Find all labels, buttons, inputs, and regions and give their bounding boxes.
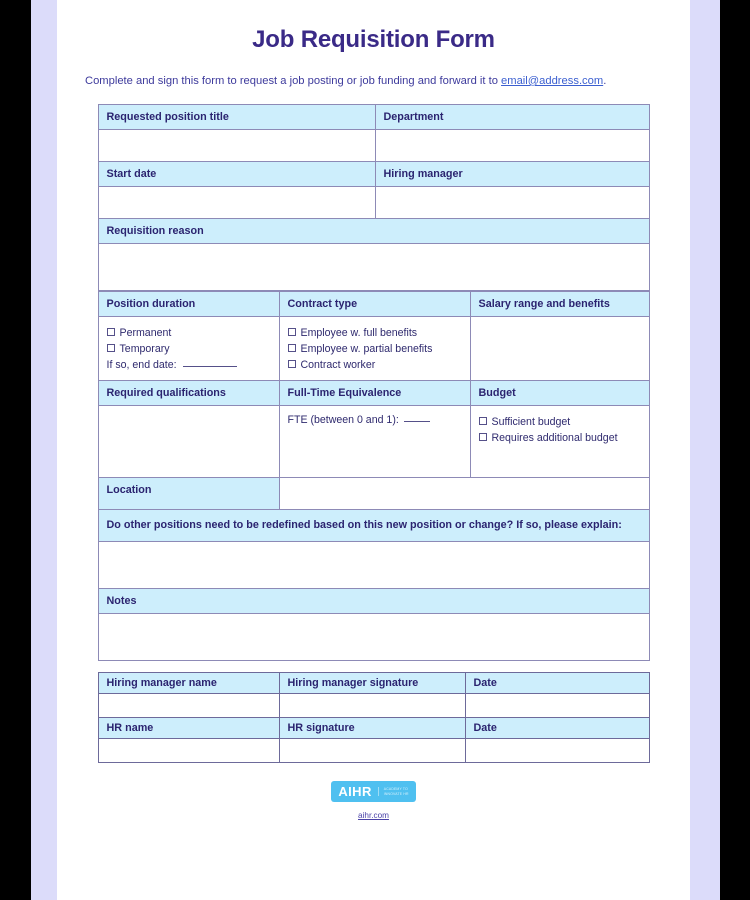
form-page (57, 0, 690, 900)
table-row (98, 104, 649, 129)
label-hr-signature: HR signature (279, 718, 465, 739)
table-row (98, 542, 649, 589)
table-row (98, 129, 649, 161)
label-full-time-equivalence: Full-Time Equivalence (279, 380, 470, 405)
label-hiring-manager: Hiring manager (375, 161, 649, 186)
label-budget: Budget (470, 380, 649, 405)
checkbox-icon[interactable] (107, 328, 115, 336)
checkbox-icon[interactable] (288, 360, 296, 368)
end-date-row (107, 357, 271, 373)
email-address-link[interactable]: email@address.com (501, 75, 604, 87)
aihr-logo-tagline-line2: INNOVATE HR (383, 791, 409, 796)
label-hiring-manager-date: Date (465, 673, 649, 694)
site-url-link[interactable]: aihr.com (358, 811, 389, 821)
checkbox-icon[interactable] (288, 328, 296, 336)
field-hiring-manager-signature[interactable] (279, 694, 465, 718)
checkbox-icon[interactable] (107, 344, 115, 352)
field-budget[interactable] (470, 405, 649, 477)
label-fte: FTE (between 0 and 1): (287, 413, 399, 426)
table-row (98, 589, 649, 614)
field-hiring-manager-date[interactable] (465, 694, 649, 718)
table-row (98, 243, 649, 290)
label-contract-type: Contract type (279, 291, 470, 316)
checkbox-icon[interactable] (479, 433, 487, 441)
table-row (98, 739, 649, 763)
spacer-after-instructions (57, 90, 690, 104)
table-row (98, 186, 649, 218)
checkbox-label-sufficient-budget: Sufficient budget (491, 415, 571, 428)
field-hr-date[interactable] (465, 739, 649, 763)
label-salary-range-and-benefits: Salary range and benefits (470, 291, 649, 316)
checkbox-label-permanent: Permanent (119, 326, 172, 339)
label-end-date: If so, end date: (106, 359, 177, 372)
checkbox-row-requires-additional-budget[interactable] (479, 430, 641, 446)
spacer-before-signatures (57, 661, 690, 672)
aihr-logo-wordmark: AIHR (338, 784, 372, 800)
position-identity-table (98, 104, 650, 291)
label-department: Department (375, 104, 649, 129)
field-requisition-reason[interactable] (98, 243, 649, 290)
label-notes: Notes (98, 589, 649, 614)
table-row (98, 694, 649, 718)
label-redefinition-question: Do other positions need to be redefined based on this new position or change? If so, please explain: (98, 509, 649, 541)
field-requested-position-title[interactable] (98, 129, 375, 161)
checkbox-row-permanent[interactable] (107, 325, 271, 341)
field-hiring-manager-name[interactable] (98, 694, 279, 718)
signature-table (98, 672, 650, 763)
field-required-qualifications[interactable] (98, 405, 279, 477)
field-department[interactable] (375, 129, 649, 161)
checkbox-label-requires-additional-budget: Requires additional budget (491, 432, 618, 445)
label-hiring-manager-signature: Hiring manager signature (279, 673, 465, 694)
label-start-date: Start date (98, 161, 375, 186)
checkbox-label-temporary: Temporary (119, 343, 170, 356)
checkbox-icon[interactable] (479, 417, 487, 425)
label-required-qualifications: Required qualifications (98, 380, 279, 405)
checkbox-row-employee-partial-benefits[interactable] (288, 341, 462, 357)
table-row (98, 316, 649, 380)
checkbox-label-employee-partial-benefits: Employee w. partial benefits (300, 343, 433, 356)
table-row (98, 291, 649, 316)
table-row (98, 673, 649, 694)
page-title: Job Requisition Form (252, 26, 495, 53)
field-notes[interactable] (98, 614, 649, 661)
checkbox-label-contract-worker: Contract worker (300, 359, 376, 372)
field-full-time-equivalence[interactable] (279, 405, 470, 477)
label-hiring-manager-name: Hiring manager name (98, 673, 279, 694)
checkbox-row-employee-full-benefits[interactable] (288, 325, 462, 341)
label-hr-name: HR name (98, 718, 279, 739)
checkbox-label-employee-full-benefits: Employee w. full benefits (300, 326, 418, 339)
label-requisition-reason: Requisition reason (98, 218, 649, 243)
field-position-duration[interactable] (98, 316, 279, 380)
field-hr-name[interactable] (98, 739, 279, 763)
table-row (98, 614, 649, 661)
field-start-date[interactable] (98, 186, 375, 218)
table-row (98, 161, 649, 186)
field-hr-signature[interactable] (279, 739, 465, 763)
position-details-table (98, 291, 650, 661)
field-fte-underline[interactable] (404, 421, 430, 422)
aihr-logo-tagline (378, 787, 409, 796)
table-row (98, 380, 649, 405)
field-hiring-manager[interactable] (375, 186, 649, 218)
left-margin-band (31, 0, 57, 900)
aihr-logo[interactable] (331, 781, 415, 802)
field-location[interactable] (279, 477, 649, 509)
instructions-text-before-link: Complete and sign this form to request a job posting or job funding and forward it to (85, 75, 502, 87)
right-margin-band (690, 0, 720, 900)
table-row (98, 477, 649, 509)
page-footer (57, 781, 690, 820)
checkbox-icon[interactable] (288, 344, 296, 352)
fte-row (288, 414, 462, 426)
checkbox-row-sufficient-budget[interactable] (479, 414, 641, 430)
field-salary-range-and-benefits[interactable] (470, 316, 649, 380)
table-row (98, 405, 649, 477)
form-instructions (57, 74, 690, 90)
label-requested-position-title: Requested position title (98, 104, 375, 129)
label-hr-date: Date (465, 718, 649, 739)
checkbox-row-temporary[interactable] (107, 341, 271, 357)
checkbox-row-contract-worker[interactable] (288, 357, 462, 373)
table-row (98, 509, 649, 541)
label-position-duration: Position duration (98, 291, 279, 316)
table-row (98, 718, 649, 739)
field-contract-type[interactable] (279, 316, 470, 380)
field-end-date-underline[interactable] (183, 366, 237, 367)
table-row (98, 218, 649, 243)
label-location: Location (98, 477, 279, 509)
aihr-logo-tagline-line1: ACADEMY TO (383, 786, 408, 791)
instructions-text-after-link: . (603, 75, 607, 87)
field-redefinition-explanation[interactable] (98, 542, 649, 589)
